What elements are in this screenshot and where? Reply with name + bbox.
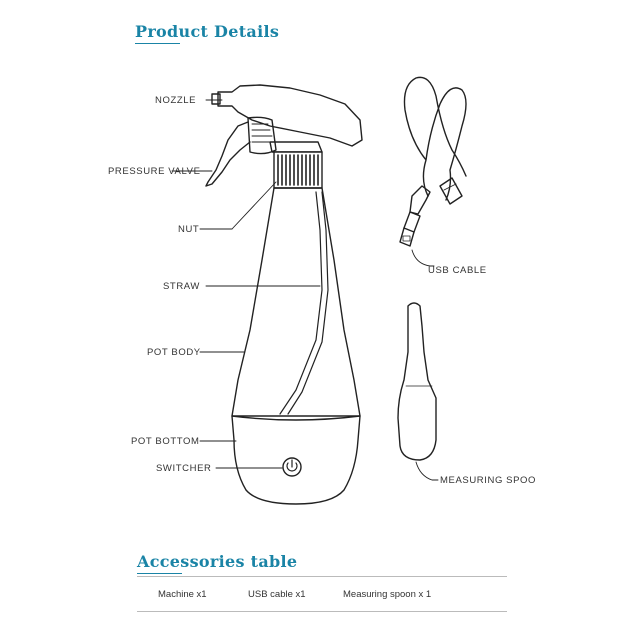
accessories-underline — [137, 573, 182, 574]
accessories-bottom-rule — [137, 611, 507, 612]
accessories-top-rule — [137, 576, 507, 577]
accessory-usb-cable: USB cable x1 — [248, 589, 306, 600]
label-nut: NUT — [178, 224, 200, 235]
trigger — [206, 122, 250, 186]
usb-cable-connector-2 — [410, 186, 430, 214]
accessories-title: Accessories table — [137, 552, 298, 571]
pot-bottom — [232, 416, 360, 504]
straw — [280, 192, 322, 414]
nozzle-tip — [212, 94, 220, 104]
measuring-spoon — [398, 303, 436, 460]
usb-plug — [404, 212, 420, 232]
label-nozzle: NOZZLE — [155, 95, 197, 106]
accessory-measuring-spoon: Measuring spoon x 1 — [343, 589, 432, 600]
label-switcher: SWITCHER — [156, 463, 212, 474]
product-details-title: Product Details — [135, 22, 280, 41]
label-pot-body: POT BODY — [147, 347, 201, 358]
nozzle-head — [218, 85, 362, 146]
usb-cable-loops — [404, 77, 466, 200]
label-pot-bottom: POT BOTTOM — [131, 436, 200, 447]
neck — [270, 142, 322, 152]
label-pressure-valve: PRESSURE VALVE — [108, 166, 201, 177]
label-usb-cable: USB CABLE — [428, 265, 487, 276]
label-straw: STRAW — [163, 281, 200, 292]
label-measuring-spoon: MEASURING SPOO — [440, 475, 537, 486]
accessory-machine: Machine x1 — [158, 589, 207, 600]
pot-body — [232, 188, 360, 416]
